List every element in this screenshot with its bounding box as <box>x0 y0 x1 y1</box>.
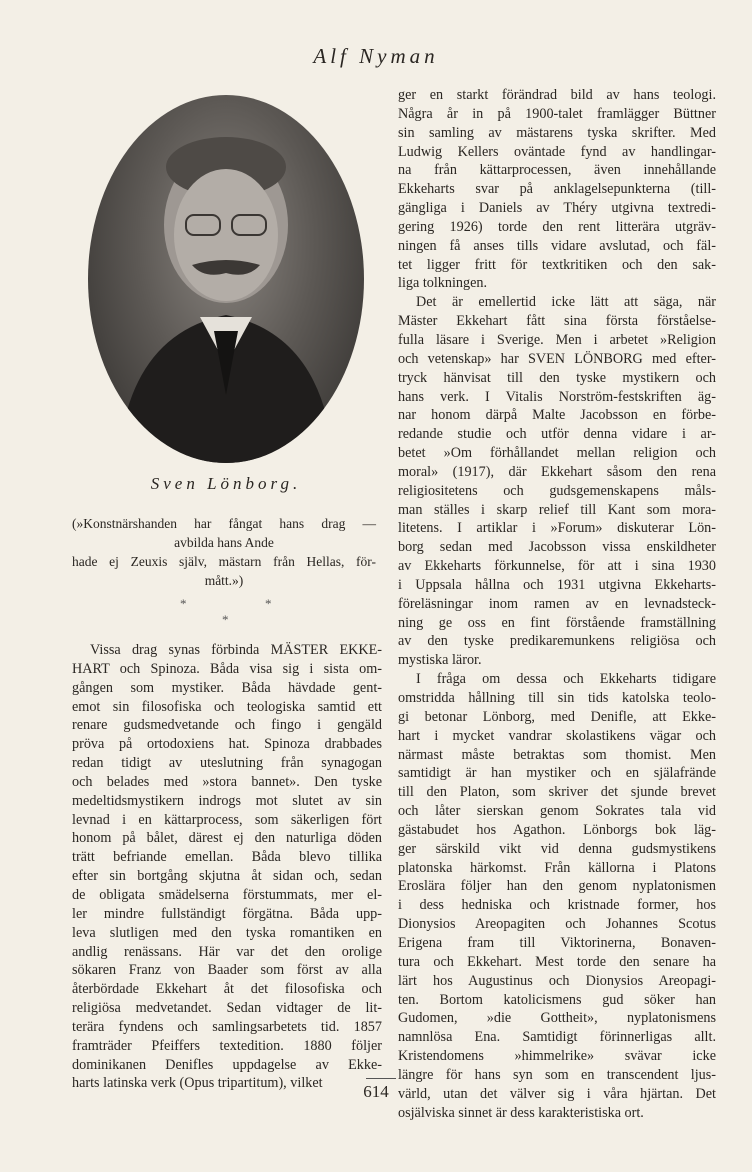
text-line: trätt befriande emellan. Båda blevo tillika <box>72 849 382 866</box>
text-line: Erigena fram till Viktorinerna, Bonaven- <box>398 934 716 951</box>
text-line: litetens. I artiklar i »Forum» diskuterar Lön- <box>398 520 716 537</box>
running-header: Alf Nyman <box>313 44 439 68</box>
right-column-text <box>398 86 716 1122</box>
text-line: I fråga om dessa och Ekkeharts tidigare <box>416 671 716 688</box>
text-line: samtidigt är han mystiker och en själafrände <box>398 765 716 782</box>
text-line: levnad i en kättarprocess, som säkerligen fört <box>72 811 382 828</box>
text-line: leva slutligen med den tyska romantiken en <box>72 924 382 941</box>
text-line: dominikanen Denifles uppdagelse av Ekke- <box>72 1056 382 1073</box>
text-line: närmast måste betraktas som thomist. Men <box>398 746 716 763</box>
text-line: omstridda hållning till sin tids katolska teolo- <box>398 690 716 706</box>
text-line: ger en starkt förändrad bild av hans teologi. <box>398 87 716 103</box>
text-line: efter sin bortgång skjutna åt sidan och, sedan <box>72 868 382 885</box>
text-line: osjälviska sinnet är dess karakteristiska ort. <box>398 1104 644 1121</box>
text-line: pröva på ortodoxiens hat. Spinoza drabbades <box>72 736 382 753</box>
text-line: na från kättarprocessen, även innehållande <box>398 162 716 179</box>
text-line: värld, utan det välver sig i våra hjärtan. Det <box>398 1085 716 1102</box>
verse-line: hade ej Zeuxis själv, mästarn från Hellas, för- <box>72 554 376 569</box>
text-line: borg sedan med Jacobsson vissa enskildheter <box>398 539 716 556</box>
text-line: Eroslära följer han den genom nyplatonismen <box>398 878 716 895</box>
text-line: tryck hänvisat till den tyske mystikern och <box>398 369 716 386</box>
text-line: Mäster Ekkehart fått sina första förståelse- <box>398 313 716 330</box>
text-line: återbördade Ekkehart åt det filosofiska och <box>72 981 382 998</box>
text-line: gi betonar Lönborg, med Denifle, att Ekke- <box>398 708 716 725</box>
text-line: tura och Ekkehart. Mest torde den senare ha <box>398 953 716 970</box>
text-line: nar honom därpå Malte Jacobsson en förbe- <box>398 407 716 424</box>
verse-quote <box>72 514 376 590</box>
text-line: längre för hans syn som en transcendent ljus- <box>398 1066 716 1083</box>
portrait-photo <box>88 95 364 463</box>
text-line: lärt hos Augustinus och Dionysios Areopagi- <box>398 972 716 989</box>
text-line: sin samling av mästarens tyska skrifter. Med <box>398 124 716 141</box>
text-line: och låter sierskan genom Sokrates tala vid <box>398 803 716 820</box>
text-line: ten. Bortom katolicismens gud söker han <box>398 991 716 1008</box>
text-line: Några år in på 1900-talet framlägger Büttner <box>398 105 716 122</box>
text-line: i dess hedniska och kristnade former, hos <box>398 897 716 914</box>
text-line: medeltidsmystikern indrogs mot slutet av sin <box>72 792 382 809</box>
text-line: ger särskild vikt vid denna gudsmystikens <box>398 840 716 857</box>
text-line: man ställes i skarp relief till Kant som mora- <box>398 501 716 518</box>
text-line: gästabudet hos Agathon. Lönborgs bok läg- <box>398 821 716 838</box>
folio-rule <box>366 1078 396 1079</box>
text-line: betet »Om förhållandet mellan religion och <box>398 445 716 462</box>
text-line: platonska härkomst. Från källorna i Platons <box>398 859 716 876</box>
text-line: renare gudsmedvetande och fingo i gengäld <box>72 717 382 734</box>
text-line: namnlösa Ena. Samtidigt förinnerligas allt. <box>398 1029 716 1046</box>
text-line: fulla läsare i Sverige. Men i arbetet »Religion <box>398 331 716 348</box>
text-line: mystiska läror. <box>398 652 482 669</box>
text-line: religiositetens och gudsgemenskapens måls- <box>398 482 716 499</box>
text-line: redande studie och utför denna vidare i ar- <box>398 426 716 443</box>
left-column-text <box>72 641 382 1093</box>
text-line: religiösa medvetandet. Sedan vidtager de lit- <box>72 1000 382 1017</box>
portrait-caption: Sven Lönborg. <box>150 474 302 493</box>
text-line: ningen få anses tills vidare avslutad, och fäl- <box>398 237 716 254</box>
text-line: hans verk. I Vitalis Norström-festskriften äg- <box>398 388 716 405</box>
separator-star: * <box>222 612 229 627</box>
text-line: Det är emellertid icke lätt att säga, när <box>416 294 716 311</box>
text-line: redan tidigt av uteslutning från synagogan <box>72 755 382 772</box>
text-line: tet ligger fritt för textkritiken och den sak- <box>398 256 716 273</box>
text-line: och vetenskap» har SVEN LÖNBORG med efter- <box>398 350 716 367</box>
text-line: emot sin filosofiska och teologiska samtid ett <box>72 698 382 715</box>
text-line: i Uppsala hållna och 1931 utgivna Ekkeharts- <box>398 576 716 593</box>
text-line: Kristendomens »himmelrike» svävar icke <box>398 1048 716 1065</box>
separator-star: * <box>265 596 272 611</box>
text-line: andlig renässans. Här var det den orolige <box>72 943 382 960</box>
text-line: ning ge oss en fint förstående framställning <box>398 614 716 631</box>
verse-line: (»Konstnärshanden har fångat hans drag — <box>72 516 376 531</box>
text-line: Vissa drag synas förbinda MÄSTER EKKE- <box>90 642 382 658</box>
text-line: Gudomen, »die Gottheit», nyplatonismens <box>398 1010 716 1027</box>
text-line: av den tyske predikaremunkens religiösa och <box>398 633 716 650</box>
text-line: moral» (1917), där Ekkehart såsom den rena <box>398 463 716 480</box>
verse-line: avbilda hans Ande <box>174 535 274 550</box>
text-line: liga tolkningen. <box>398 275 488 292</box>
text-line: Ekkeharts svar på anklagelsepunkterna (till- <box>398 181 716 198</box>
text-line: gering 1926) torde den rent litterära utgräv- <box>398 218 716 235</box>
text-line: av Ekkeharts förkunnelse, för att i sina 1930 <box>398 558 716 575</box>
text-line: ler mindre fullständigt förgätna. Båda upp- <box>72 905 382 922</box>
portrait-illustration <box>88 95 364 463</box>
text-line: gången som mystiker. Båda hävdade gent- <box>72 679 382 696</box>
text-line: honom på bålet, därest ej den naturliga döden <box>72 830 382 847</box>
text-line: hart i mycket vandrar skolastikens vägar och <box>398 727 716 744</box>
text-line: terära fyndens och samlingsarbetets tid. 1857 <box>72 1018 382 1035</box>
text-line: till den Platon, som skriver det sjunde brevet <box>398 784 716 801</box>
page-number: 614 <box>363 1082 389 1101</box>
text-line: gängliga i Daniels av Théry utgivna textredi- <box>398 200 716 217</box>
text-line: sökaren Franz von Baader som först av alla <box>72 962 382 979</box>
text-line: föreläsningar inom ramen av en levnadsteck- <box>398 595 716 612</box>
text-line: och belades med »stora bannet». Den tyske <box>72 773 382 790</box>
separator-star: * <box>180 596 187 611</box>
text-line: HART och Spinoza. Båda visa sig i sista om- <box>72 660 382 677</box>
text-line: framträder Pfeiffers textedition. 1880 följer <box>72 1037 382 1054</box>
text-line: Ludwig Kellers oväntade fynd av handlingar- <box>398 143 716 160</box>
verse-line: mått.») <box>204 573 244 588</box>
text-line: harts latinska verk (Opus tripartitum), vilket <box>72 1075 323 1092</box>
text-line: Dionysios Areopagiten och Johannes Scotus <box>398 916 716 933</box>
text-line: de obligata smädelserna förstummats, mer el- <box>72 886 382 903</box>
